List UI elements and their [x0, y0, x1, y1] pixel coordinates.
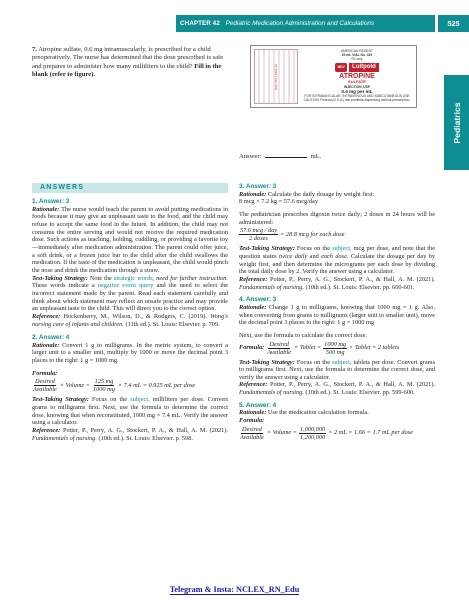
answer-4-reference [239, 381, 435, 396]
answers-heading-bar [32, 183, 228, 193]
strategy-highlight: strategic words, [113, 274, 155, 282]
formula-denominator: 2 doses [249, 235, 268, 243]
formula-operator: × Volume = [59, 382, 90, 390]
answer-2-reference [32, 427, 228, 442]
formula-numerator: 57.6 mcg / day [240, 227, 278, 235]
formula-numerator: 1000 mg [324, 340, 347, 348]
answer-value: 3 [272, 296, 277, 304]
footer-link[interactable] [0, 585, 469, 594]
answer-value: 3 [272, 183, 277, 190]
formula-desired: Desired [35, 378, 55, 386]
answers-right-column [239, 183, 435, 444]
strategy-text: Focus on the [296, 358, 331, 366]
vial-brand-logo: Luitpold [349, 63, 379, 72]
vial-drug-name: ATROPINE [339, 72, 375, 80]
formula-desired: Desired [242, 425, 262, 433]
rationale-label: Rationale: [239, 409, 267, 417]
strategy-label: Test-Taking Strategy: [32, 274, 88, 282]
vial-side-text: NDC 0517-0401-25 [274, 63, 278, 90]
vial-label-body [301, 49, 413, 104]
answer-value: 4 [272, 401, 277, 409]
rationale-label: Rationale: [32, 341, 60, 349]
answer-5-rationale [239, 409, 435, 417]
strategy-text: tablets per dose. Convert grams to milligrams first. Next, use the formula to determine the correct dose, and verify the answer using a calculator. [239, 358, 436, 381]
vial-caution: CAUTION: Federal (U.S.A.) law prohibits dispensing without prescription. [303, 98, 411, 103]
answer-1-reference [32, 313, 228, 328]
reference-text: Hockenberry, M., Wilson, D., & Rodgers, C. (2019). [63, 312, 207, 320]
formula-denominator: 1000 mg [92, 386, 115, 394]
strategy-text: These words indicate a [32, 282, 95, 290]
reference-label: Reference: [32, 427, 61, 435]
reference-tail: (10th ed.). St. Louis: Elsevier. pp. 599-600. [305, 389, 415, 397]
answer-3-calc: 8 mcg × 7.2 kg = 57.6 mcg/day [239, 198, 318, 206]
strategy-highlight: negative event query [97, 282, 154, 290]
reference-label: Reference: [32, 312, 61, 320]
reference-tail: (10th ed.). St. Louis: Elsevier. p. 598. [98, 434, 193, 442]
formula-label: Formula: [239, 417, 265, 425]
formula-result: × 2 mL = 1.66 = 1.7 mL per dose [328, 429, 413, 437]
answer-4-para: Next, use the formula to calculate the correct dose. [239, 331, 367, 339]
answer-3-para: The pediatrician prescribes digoxin twice daily; 2 doses in 24 hours will be administered: [239, 210, 435, 226]
formula-available: Available [240, 433, 264, 441]
answer-2-formula-label [32, 370, 228, 378]
answer-5-heading [239, 402, 435, 410]
formula-label: Formula: [32, 369, 58, 377]
answer-2-formula [32, 378, 228, 393]
rationale-text: Change 1 g to milligrams, knowing that 1000 mg = 1 g. Also, when converting from grams to milligrams (larger unit to smaller unit), move the decimal point 3 places to the right: 1 g = 1000 mg [239, 303, 435, 327]
rationale-text: The nurse would teach the parent to avoid putting medications in foods because it may give an unpleasant taste to the food, and the child may refuse to accept the same food in the future. In addition, the child may not consume the entire serving and would not receive the required medication dose. Such actions as teaching, holding, cuddling, or providing a favorite toy—immediately after medication administration. The parent could offer juice, a soft drink, or a frozen juice bar to the child after the child swallows the medication. If the taste of the medication is unpleasant, the child would pinch the nose and drink the medication through a straw. [32, 205, 228, 274]
question-7 [32, 46, 228, 79]
page-number: 525 [438, 15, 469, 32]
answer-label: 3. Answer: [239, 183, 272, 190]
strategy-label: Test-Taking Strategy: [32, 396, 89, 404]
strategy-text: and [309, 252, 319, 260]
formula-result: × 7.4 mL = 0.925 mL per dose [117, 382, 196, 390]
rationale-text: Calculate the daily dosage by weight first: [267, 190, 375, 198]
strategy-label: Test-Taking Strategy: [239, 358, 295, 366]
answer-label: 1. Answer: [32, 198, 65, 205]
formula-fraction [323, 341, 347, 356]
answer-1-heading [32, 198, 228, 206]
answer-value: 3 [65, 198, 70, 205]
formula-result: × Tablet = 2 tablets [349, 344, 400, 352]
formula-desired-available [239, 426, 265, 441]
reference-label: Reference: [239, 381, 268, 389]
reference-text: Potter, P., Perry, A. G., Stockert, P. A., & Hall, A. M. (2021). [269, 275, 436, 283]
rationale-text: Convert 1 g to milligrams. In the metric system, to convert a larger unit to a smaller unit, multiply by 1000 or move the decimal point 3 places to the right: 1 g = 1000 mg [32, 341, 228, 365]
strategy-text: milliliters per dose. Convert grams to milligrams first. Next, use the formula to determine the correct dose, knowing that when reconstituted, 1000 mg = 7.4 mL. Verify the answer using a calculator. [32, 396, 228, 427]
strategy-text: Focus on the [296, 245, 331, 253]
answer-3-rationale [239, 191, 435, 199]
formula-available: Available [33, 386, 57, 394]
reference-tail: (10th ed.). St. Louis: Elsevier. pp. 600-601. [305, 283, 415, 291]
reference-title: Wong's nursing care of infants and children. [32, 312, 228, 328]
strategy-text: Note the [89, 274, 112, 282]
answer-4-rationale [239, 304, 435, 327]
vial-badge: MDV [335, 63, 347, 72]
answer-value: 4 [65, 334, 70, 342]
chapter-label: CHAPTER 42 [180, 20, 220, 27]
reference-title: Fundamentals of nursing. [239, 283, 304, 291]
formula-denominator: 1,200,000 [299, 433, 326, 441]
answer-2-rationale [32, 342, 228, 365]
vial-barcode-strip [254, 49, 298, 104]
formula-result: = 28.8 mcg for each dose [280, 230, 345, 238]
formula-operator: × Volume = [266, 429, 297, 437]
vial-strength: 0.4 mg per mL [341, 88, 373, 94]
answer-5-formula [239, 426, 435, 441]
chapter-banner [176, 15, 435, 32]
formula-denominator: 500 mg [325, 348, 345, 356]
answer-1-strategy [32, 275, 228, 313]
answer-3-formula [239, 227, 435, 242]
vial-drug-salt: SULFATE [348, 79, 366, 85]
reference-tail: (11th ed.). St. Louis: Elsevier. p. 709. [125, 320, 220, 328]
answers-heading: ANSWERS [40, 184, 85, 191]
strategy-text: and the need to select the incorrect statement made by the parent. Read each statement carefully and think about which statement may reflect an unsafe practice and may provide an unpleasant taste to the child. This will direct you to the correct option. [32, 282, 229, 313]
answer-label: Answer: [239, 153, 262, 160]
answer-2-strategy [32, 396, 228, 427]
formula-numerator: 125 mg [94, 378, 114, 386]
strategy-highlight: subject, [332, 358, 352, 366]
strategy-italic: need for further instruction. [156, 274, 228, 282]
formula-label: Formula: [239, 344, 265, 352]
formula-desired: Desired [269, 340, 289, 348]
rationale-label: Rationale: [239, 303, 267, 311]
answer-4-strategy [239, 359, 435, 382]
answer-4-heading [239, 296, 435, 304]
vial-route: FOR INTRAMUSCULAR, INTRAVENOUS AND SUBCUTANEOUS USE [304, 93, 410, 98]
strategy-text: Focus on the [91, 396, 128, 404]
footer-text[interactable]: Telegram & Insta: NCLEX_RN_Edu [169, 585, 300, 594]
strategy-italic: each dose. [321, 252, 349, 260]
answer-label: 2. Answer: [32, 334, 65, 342]
formula-available: Available [267, 348, 291, 356]
rationale-text: Use the medication calculation formula. [267, 409, 369, 417]
reference-title: Fundamentals of nursing. [239, 389, 304, 397]
answer-3-reference [239, 276, 435, 291]
strategy-highlight: subject, [332, 245, 352, 253]
reference-text: Potter, P., Perry, A. G., Stockert, P. A., & Hall, A. M. (2021). [269, 381, 436, 389]
answer-3-heading [239, 183, 435, 191]
answer-label: 4. Answer: [239, 296, 272, 304]
answer-blank[interactable] [265, 152, 307, 158]
vial-brand-row [301, 63, 413, 72]
formula-desired-available [32, 378, 58, 393]
running-header [0, 0, 469, 36]
formula-desired-available [266, 341, 292, 356]
rationale-label: Rationale: [239, 190, 267, 198]
reference-title: Fundamentals of nursing. [32, 434, 97, 442]
section-side-tab [444, 75, 469, 170]
formula-operator: × Tablet = [294, 344, 322, 352]
vial-manufacturer: AMERICAN REGENT [340, 49, 374, 53]
formula-fraction [299, 426, 326, 441]
strategy-label: Test-Taking Strategy: [239, 245, 295, 253]
vial-form: INJECTION, USP [343, 84, 371, 89]
answer-1-rationale [32, 206, 228, 275]
side-tab-label: Pediatrics [451, 101, 462, 144]
reference-text: Potter, P., Perry, A. G., Stockert, P. A., & Hall, A. M. (2021). [62, 427, 229, 435]
vial-volume: 20 mL VIAL No. 419 [341, 53, 373, 58]
strategy-text: mcg per dose, and note that the question states [239, 245, 436, 260]
question-number: 7. [32, 46, 37, 53]
formula-fraction [92, 378, 116, 393]
strategy-text: Calculate the dosage per day by weight first, and then determine the micrograms per each dose by dividing the total daily dose by 2. Verify the answer using a calculator. [239, 252, 435, 276]
answers-left-column [32, 198, 228, 447]
strategy-highlight: subject, [130, 396, 150, 404]
atropine-vial-label-figure [250, 45, 417, 108]
answer-4-formula [239, 341, 435, 356]
answer-5-formula-label [239, 417, 435, 425]
answer-2-heading [32, 334, 228, 342]
vial-rx: Rx only [351, 57, 363, 62]
answer-unit: mL [310, 153, 320, 160]
answer-blank-line: Answer: mL. [239, 153, 322, 160]
formula-fraction [239, 227, 278, 242]
chapter-title: Pediatric Medication Administration and Calculations [225, 20, 375, 27]
formula-numerator: 1,000,000 [299, 425, 326, 433]
question-instruction: Fill in the blank (refer to figure). [32, 62, 222, 78]
answer-label: 5. Answer: [239, 401, 272, 409]
reference-label: Reference: [239, 275, 268, 283]
question-text: Atropine sulfate, 0.6 mg intramuscularly, is prescribed for a child preoperatively. The nurse has determined that the dose prescribed is safe and prepares to administer how many milliliters to the child? [32, 46, 224, 70]
answer-3-strategy [239, 245, 435, 276]
rationale-label: Rationale: [32, 205, 60, 213]
strategy-italic: twice daily [279, 252, 308, 260]
